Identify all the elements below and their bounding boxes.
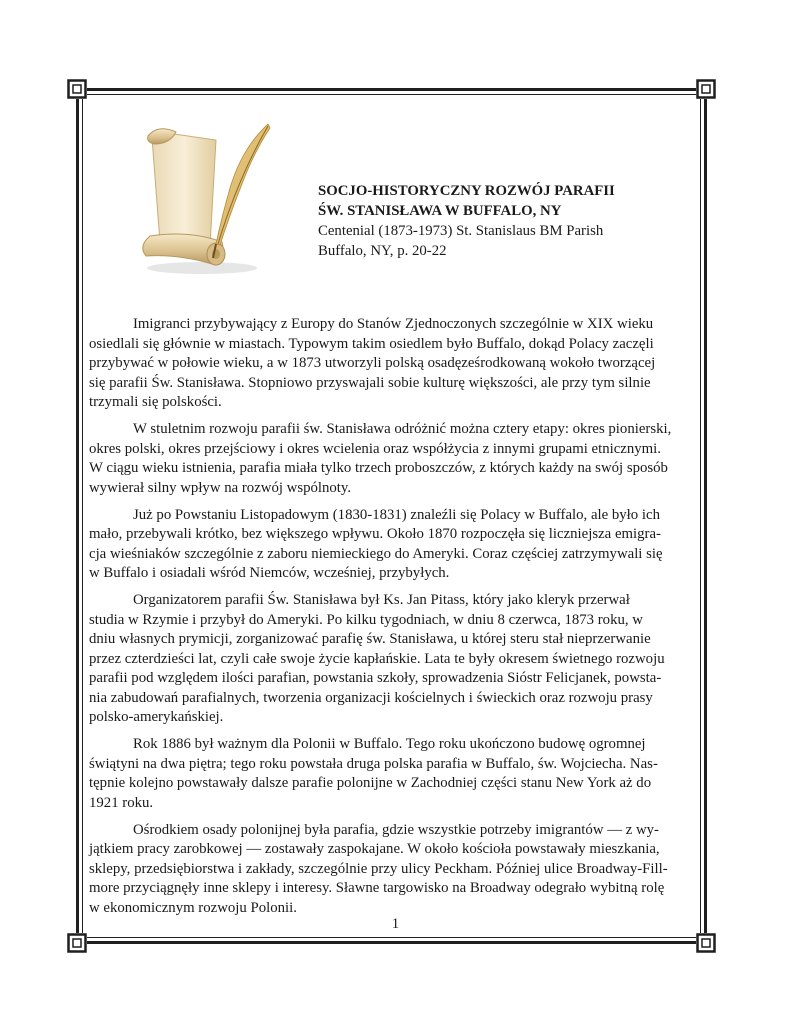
paragraph-line: przez czterdzieści lat, czyli całe swoje życie kapłańskie. Lata te były okresem świetnego rozwoju bbox=[89, 650, 665, 667]
paragraph-line: parafii pod względem ilości parafian, powstania szkoły, sprowadzenia Sióstr Felicjanek, powsta- bbox=[89, 670, 662, 686]
paragraph-line: w ekonomicznym rozwoju Polonii. bbox=[89, 899, 297, 916]
scroll-and-quill-icon bbox=[130, 118, 280, 278]
paragraph-line: Już po Powstaniu Listopadowym (1830-1831) znaleźli się Polacy w Buffalo, ale było ich bbox=[133, 506, 660, 523]
page-number: 1 bbox=[391, 916, 400, 932]
paragraph-line: studia w Rzymie i przybył do Ameryki. Po kilku tygodniach, w dniu 8 czerwca, 1873 roku, w bbox=[89, 611, 643, 628]
paragraph-line: mało, przebywali krótko, bez większego wpływu. Około 1870 rozpoczęła się liczniejsza emigra- bbox=[89, 526, 661, 542]
paragraph-line: W stuletnim rozwoju parafii św. Stanisława odróżnić można cztery etapy: okres pionierski, bbox=[133, 421, 672, 437]
paragraph-line: tępnie kolejno powstawały dalsze parafie polonijne w Zachodniej części stanu New York aż do bbox=[89, 775, 652, 791]
paragraph bbox=[89, 735, 700, 813]
paragraph bbox=[89, 591, 700, 728]
paragraph-line: Rok 1886 był ważnym dla Polonii w Buffalo. Tego roku ukończono budowę ogromnej bbox=[133, 736, 646, 752]
article-title-line-1: SOCJO-HISTORYCZNY ROZWÓJ PARAFII bbox=[318, 183, 615, 199]
frame-corner-ornament-icon bbox=[67, 933, 87, 953]
paragraph bbox=[89, 821, 700, 919]
paragraph-line: wywierał silny wpływ na rozwój wspólnoty. bbox=[89, 479, 352, 496]
paragraph-line: jątkiem pracy zarobkowej — zostawały zaspokajane. W około kościoła powstawały mieszkania, bbox=[89, 841, 660, 857]
paragraph-line: polsko-amerykańskiej. bbox=[89, 709, 224, 725]
paragraph bbox=[89, 420, 700, 498]
frame-corner-ornament-icon bbox=[696, 933, 716, 953]
paragraph-line: przybywać w połowie wieku, a w 1873 utworzyli polską osadęześrodkowaną wokoło tworzącej bbox=[89, 355, 656, 371]
paragraph bbox=[89, 506, 700, 584]
frame-corner-ornament-icon bbox=[696, 79, 716, 99]
paragraph-line: more przyciągnęły inne sklepy i interesy. Sławne targowisko na Broadway odegrało wybitną rolę bbox=[89, 880, 665, 896]
paragraph-line: Organizatorem parafii Św. Stanisława był Ks. Jan Pitass, który jako kleryk przerwał bbox=[133, 592, 630, 608]
article-header bbox=[318, 181, 678, 261]
paragraph-line: trzymali się polskości. bbox=[89, 394, 222, 410]
paragraph-line: się parafii Św. Stanisława. Stopniowo przyswajali sobie kulturę większości, ale przy tym silnie bbox=[89, 374, 651, 391]
paragraph-line: osiedlali się głównie w miastach. Typowym takim osiedlem było Buffalo, dokąd Polacy zaczęli bbox=[89, 335, 654, 352]
paragraph-line: nia zabudowań parafialnych, tworzenia organizacji kościelnych i świeckich oraz rozwoju prasy bbox=[89, 689, 653, 706]
source-citation-line-2: Buffalo, NY, p. 20-22 bbox=[318, 243, 447, 259]
paragraph-line: cja wieśniaków szczególnie z zaboru niemieckiego do Ameryki. Coraz częściej zatrzymywali się bbox=[89, 545, 663, 562]
article-body bbox=[89, 315, 700, 926]
paragraph-line: W ciągu wieku istnienia, parafia miała tylko trzech proboszczów, z których każdy na swój sposób bbox=[89, 460, 668, 476]
paragraph-line: okres polski, okres przejściowy i okres wcielenia oraz współżycia z innymi grupami etnicznymi. bbox=[89, 440, 661, 457]
paragraph bbox=[89, 315, 700, 413]
paragraph-line: Imigranci przybywający z Europy do Stanów Zjednoczonych szczególnie w XIX wieku bbox=[133, 316, 654, 332]
paragraph-line: w Buffalo i osiadali wśród Niemców, wcześniej, przybyłych. bbox=[89, 565, 450, 581]
frame-corner-ornament-icon bbox=[67, 79, 87, 99]
source-citation-line-1: Centenial (1873-1973) St. Stanislaus BM Parish bbox=[318, 223, 604, 239]
paragraph-line: sklepy, przedsiębiorstwa i zakłady, szczególnie przy ulicy Peckham. Później ulice Broadway-Fill- bbox=[89, 860, 668, 877]
paragraph-line: 1921 roku. bbox=[89, 794, 154, 811]
article-title-line-2: ŚW. STANISŁAWA W BUFFALO, NY bbox=[318, 203, 562, 219]
paragraph-line: świątyni na dwa piętra; tego roku powstała druga polska parafia w Buffalo, św. Wojciecha. Nas- bbox=[89, 755, 658, 772]
paragraph-line: Ośrodkiem osady polonijnej była parafia, gdzie wszystkie potrzeby imigrantów — z wy- bbox=[133, 821, 659, 838]
paragraph-line: dniu własnych prymicji, zorganizować parafię św. Stanisława, u której steru stał nieprzerwanie bbox=[89, 631, 651, 647]
